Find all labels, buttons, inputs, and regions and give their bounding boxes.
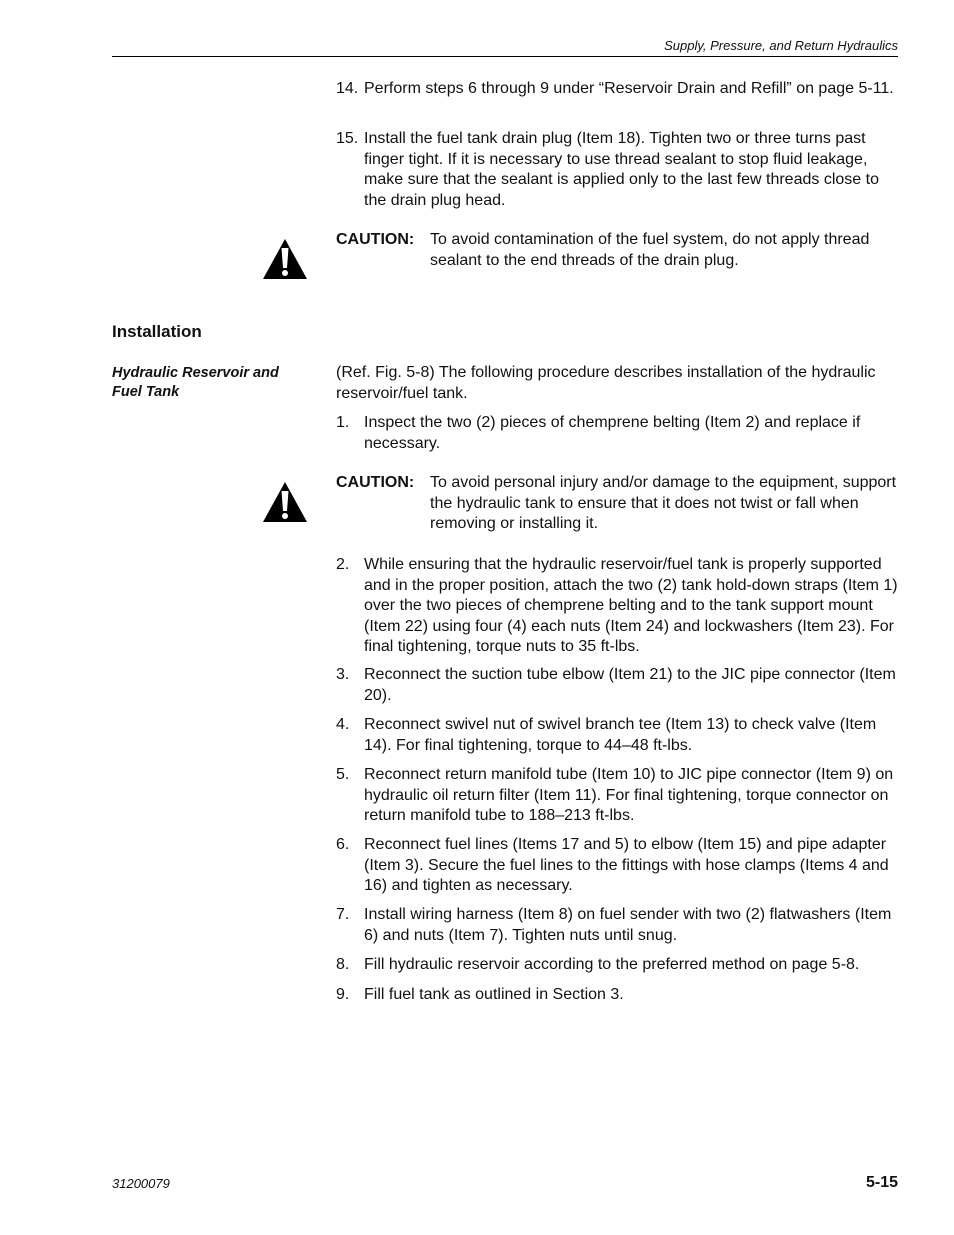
caution-text: To avoid contamination of the fuel system, do not apply thread sealant to the end threads of the drain plug. bbox=[430, 231, 870, 269]
install-step-5 bbox=[336, 765, 898, 827]
install-step-4 bbox=[336, 715, 898, 756]
step-number: 9. bbox=[336, 986, 350, 1003]
step-number: 3. bbox=[336, 666, 350, 683]
section-heading: Installation bbox=[112, 322, 202, 341]
step-text: Fill fuel tank as outlined in Section 3. bbox=[364, 986, 624, 1003]
step-number: 7. bbox=[336, 906, 350, 923]
warning-icon bbox=[262, 481, 308, 523]
intro-paragraph: (Ref. Fig. 5-8) The following procedure describes installation of the hydraulic reservoir/fuel tank. bbox=[336, 364, 876, 402]
step-number: 8. bbox=[336, 956, 350, 973]
install-step-9 bbox=[336, 985, 898, 1006]
subsection-heading: Hydraulic Reservoir and Fuel Tank bbox=[112, 365, 279, 400]
step-text: While ensuring that the hydraulic reservoir/fuel tank is properly supported and in the proper position, attach the two (2) tank hold-down straps (Item 1) over the two pieces of chemprene belting and to the tank support mount (Item 22) using four (4) each nuts (Item 24) and lockwashers (Item 23). For final tightening, torque nuts to 35 ft-lbs. bbox=[364, 556, 898, 655]
install-step-7 bbox=[336, 905, 898, 946]
install-step-6 bbox=[336, 835, 898, 897]
step-text: Reconnect the suction tube elbow (Item 21) to the JIC pipe connector (Item 20). bbox=[364, 666, 896, 704]
caution-label: CAUTION: bbox=[336, 474, 415, 491]
install-step-1 bbox=[336, 413, 898, 454]
step-number: 15. bbox=[336, 130, 359, 147]
step-text: Perform steps 6 through 9 under “Reservoir Drain and Refill” on page 5-11. bbox=[364, 80, 894, 97]
caution-fuel-contamination bbox=[336, 230, 898, 271]
warning-icon bbox=[262, 238, 308, 280]
step-number: 14. bbox=[336, 80, 359, 97]
page-number: 5-15 bbox=[865, 1174, 898, 1191]
document-number: 31200079 bbox=[112, 1176, 170, 1191]
step-number: 1. bbox=[336, 414, 350, 431]
install-step-8 bbox=[336, 955, 898, 976]
step-number: 4. bbox=[336, 716, 350, 733]
caution-tank-support bbox=[336, 473, 898, 535]
caution-text: To avoid personal injury and/or damage to the equipment, support the hydraulic tank to ensure that it does not twist or fall when removing or installing it. bbox=[430, 474, 897, 532]
step-text: Reconnect fuel lines (Items 17 and 5) to elbow (Item 15) and pipe adapter (Item 3). Secure the fuel lines to the fittings with hose clamps (Items 4 and 16) and tighten as necessary. bbox=[364, 836, 889, 894]
step-text: Fill hydraulic reservoir according to the preferred method on page 5-8. bbox=[364, 956, 860, 973]
step-number: 5. bbox=[336, 766, 350, 783]
step-text: Reconnect swivel nut of swivel branch tee (Item 13) to check valve (Item 14). For final tightening, torque to 44–48 ft-lbs. bbox=[364, 716, 877, 754]
step-text: Inspect the two (2) pieces of chemprene belting (Item 2) and replace if necessary. bbox=[364, 414, 861, 452]
step-text: Install the fuel tank drain plug (Item 18). Tighten two or three turns past finger tight. If it is necessary to use thread sealant to stop fluid leakage, make sure that the sealant is applied only to the last few threads close to the drain plug head. bbox=[364, 130, 879, 209]
step-number: 2. bbox=[336, 556, 350, 573]
step-text: Reconnect return manifold tube (Item 10) to JIC pipe connector (Item 9) on hydraulic oil return filter (Item 11). For final tightening, torque connector on return manifold tube to 188–213 ft-lbs. bbox=[364, 766, 894, 824]
step-text: Install wiring harness (Item 8) on fuel sender with two (2) flatwashers (Item 6) and nuts (Item 7). Tighten nuts until snug. bbox=[364, 906, 892, 944]
step-number: 6. bbox=[336, 836, 350, 853]
running-header: Supply, Pressure, and Return Hydraulics bbox=[664, 38, 898, 53]
header-divider bbox=[112, 56, 898, 57]
step-15 bbox=[336, 129, 898, 211]
caution-label: CAUTION: bbox=[336, 231, 415, 248]
step-14 bbox=[336, 79, 898, 100]
install-step-3 bbox=[336, 665, 898, 706]
install-step-2 bbox=[336, 555, 898, 658]
